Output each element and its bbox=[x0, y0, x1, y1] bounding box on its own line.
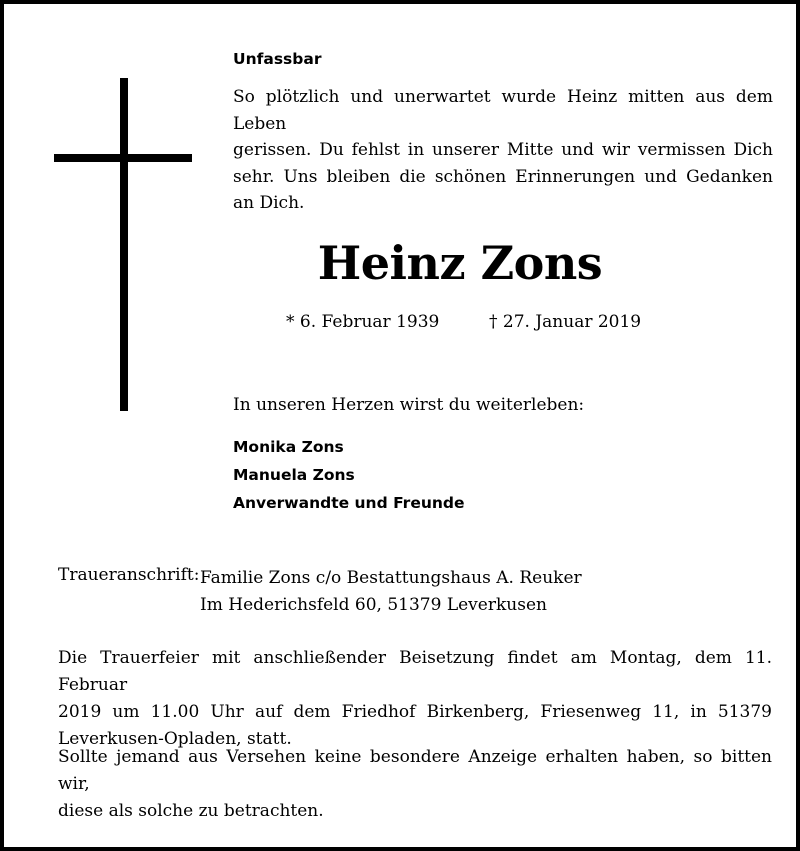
intro-line: sehr. Uns bleiben die schönen Erinnerungen und Gedanken bbox=[233, 166, 773, 187]
address-block bbox=[200, 565, 582, 619]
birth-date: * 6. Februar 1939 bbox=[286, 312, 440, 332]
notice-paragraph bbox=[58, 744, 772, 825]
survivor-name: Manuela Zons bbox=[233, 466, 355, 484]
survivors-list bbox=[233, 433, 465, 517]
ceremony-line: Leverkusen-Opladen, statt. bbox=[58, 729, 292, 749]
intro-line: So plötzlich und unerwartet wurde Heinz mitten aus dem Leben bbox=[233, 87, 773, 134]
address-label: Traueranschrift: bbox=[58, 565, 200, 585]
cross-horizontal-bar bbox=[54, 154, 192, 162]
ceremony-line: Die Trauerfeier mit anschließender Beisetzung findet am Montag, dem 11. Februar bbox=[58, 648, 772, 695]
intro-line: an Dich. bbox=[233, 193, 305, 213]
hearts-line: In unseren Herzen wirst du weiterleben: bbox=[233, 395, 585, 415]
intro-line: gerissen. Du fehlst in unserer Mitte und wir vermissen Dich bbox=[233, 140, 773, 160]
address-line: Familie Zons c/o Bestattungshaus A. Reuker bbox=[200, 568, 582, 588]
death-date: † 27. Januar 2019 bbox=[489, 312, 642, 332]
intro-text bbox=[233, 84, 773, 217]
notice-line: diese als solche zu betrachten. bbox=[58, 801, 324, 821]
address-line: Im Hederichsfeld 60, 51379 Leverkusen bbox=[200, 595, 547, 615]
cross-vertical-bar bbox=[120, 78, 128, 411]
ceremony-line: 2019 um 11.00 Uhr auf dem Friedhof Birkenberg, Friesenweg 11, in 51379 bbox=[58, 702, 772, 722]
notice-heading: Unfassbar bbox=[233, 50, 322, 68]
deceased-name: Heinz Zons bbox=[317, 236, 603, 290]
survivor-name: Anverwandte und Freunde bbox=[233, 494, 465, 512]
notice-line: Sollte jemand aus Versehen keine besondere Anzeige erhalten haben, so bitten wir, bbox=[58, 747, 772, 794]
survivor-name: Monika Zons bbox=[233, 438, 344, 456]
ceremony-paragraph bbox=[58, 645, 772, 753]
